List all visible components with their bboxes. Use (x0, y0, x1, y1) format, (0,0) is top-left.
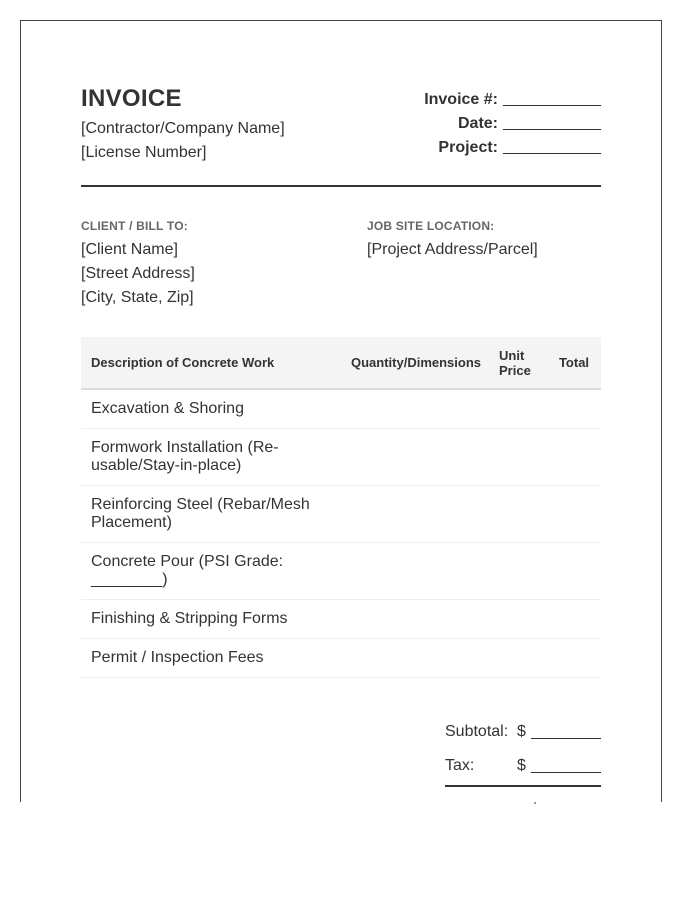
project-row (341, 133, 601, 157)
tax-field[interactable] (531, 757, 601, 773)
row-quantity[interactable] (337, 600, 495, 639)
row-total[interactable] (547, 389, 601, 429)
city-state-zip-placeholder[interactable]: [City, State, Zip] (81, 289, 194, 306)
row-quantity[interactable] (337, 389, 495, 429)
invoice-number-field[interactable] (503, 90, 601, 106)
row-unit-price[interactable] (495, 486, 547, 543)
row-description: Concrete Pour (PSI Grade: ________) (81, 543, 337, 600)
row-unit-price[interactable] (495, 639, 547, 678)
date-field[interactable] (503, 114, 601, 130)
tax-label: Tax: (445, 757, 475, 774)
table-row (81, 389, 601, 429)
table-row (81, 600, 601, 639)
job-site-label: JOB SITE LOCATION: (367, 219, 495, 233)
row-quantity[interactable] (337, 543, 495, 600)
project-address-placeholder[interactable]: [Project Address/Parcel] (367, 241, 538, 258)
row-total[interactable] (547, 600, 601, 639)
row-total[interactable] (547, 639, 601, 678)
row-description: Reinforcing Steel (Rebar/Mesh Placement) (81, 486, 337, 543)
subtotal-field[interactable] (531, 723, 601, 739)
invoice-title: INVOICE (81, 85, 182, 112)
date-row (341, 109, 601, 133)
row-quantity[interactable] (337, 486, 495, 543)
column-header-unit-price: Unit Price (495, 337, 547, 389)
row-unit-price[interactable] (495, 543, 547, 600)
license-number-placeholder[interactable]: [License Number] (81, 144, 207, 161)
table-row (81, 543, 601, 600)
invoice-number-row (341, 85, 601, 109)
tax-row (445, 741, 601, 775)
column-header-quantity: Quantity/Dimensions (337, 337, 495, 389)
row-quantity[interactable] (337, 639, 495, 678)
stray-mark (534, 802, 536, 804)
table-row (81, 486, 601, 543)
row-description: Permit / Inspection Fees (81, 639, 337, 678)
row-description: Formwork Installation (Re-usable/Stay-in-place) (81, 429, 337, 486)
project-field[interactable] (503, 138, 601, 154)
table-header-row (81, 337, 601, 389)
invoice-header (81, 85, 601, 185)
row-unit-price[interactable] (495, 600, 547, 639)
date-label: Date: (457, 115, 498, 132)
row-unit-price[interactable] (495, 429, 547, 486)
bill-to-label: CLIENT / BILL TO: (81, 219, 188, 233)
bill-to-section (81, 219, 361, 310)
line-items-table (81, 337, 601, 678)
row-description: Finishing & Stripping Forms (81, 600, 337, 639)
column-header-description: Description of Concrete Work (81, 337, 337, 389)
row-total[interactable] (547, 429, 601, 486)
project-label: Project: (438, 139, 498, 156)
row-description: Excavation & Shoring (81, 389, 337, 429)
row-total[interactable] (547, 543, 601, 600)
invoice-page (20, 20, 662, 802)
column-header-total: Total (547, 337, 601, 389)
tax-currency: $ (517, 757, 526, 774)
subtotal-label: Subtotal: (445, 723, 509, 740)
header-divider (81, 185, 601, 187)
subtotal-currency: $ (517, 723, 526, 740)
company-name-placeholder[interactable]: [Contractor/Company Name] (81, 120, 285, 137)
table-row (81, 429, 601, 486)
job-site-section (367, 219, 607, 262)
subtotal-row (445, 707, 601, 741)
street-address-placeholder[interactable]: [Street Address] (81, 265, 195, 282)
row-unit-price[interactable] (495, 389, 547, 429)
row-quantity[interactable] (337, 429, 495, 486)
invoice-meta (341, 85, 601, 157)
table-row (81, 639, 601, 678)
totals-divider (445, 785, 601, 787)
invoice-number-label: Invoice #: (424, 91, 498, 108)
client-name-placeholder[interactable]: [Client Name] (81, 241, 178, 258)
totals-section (445, 707, 601, 775)
row-total[interactable] (547, 486, 601, 543)
